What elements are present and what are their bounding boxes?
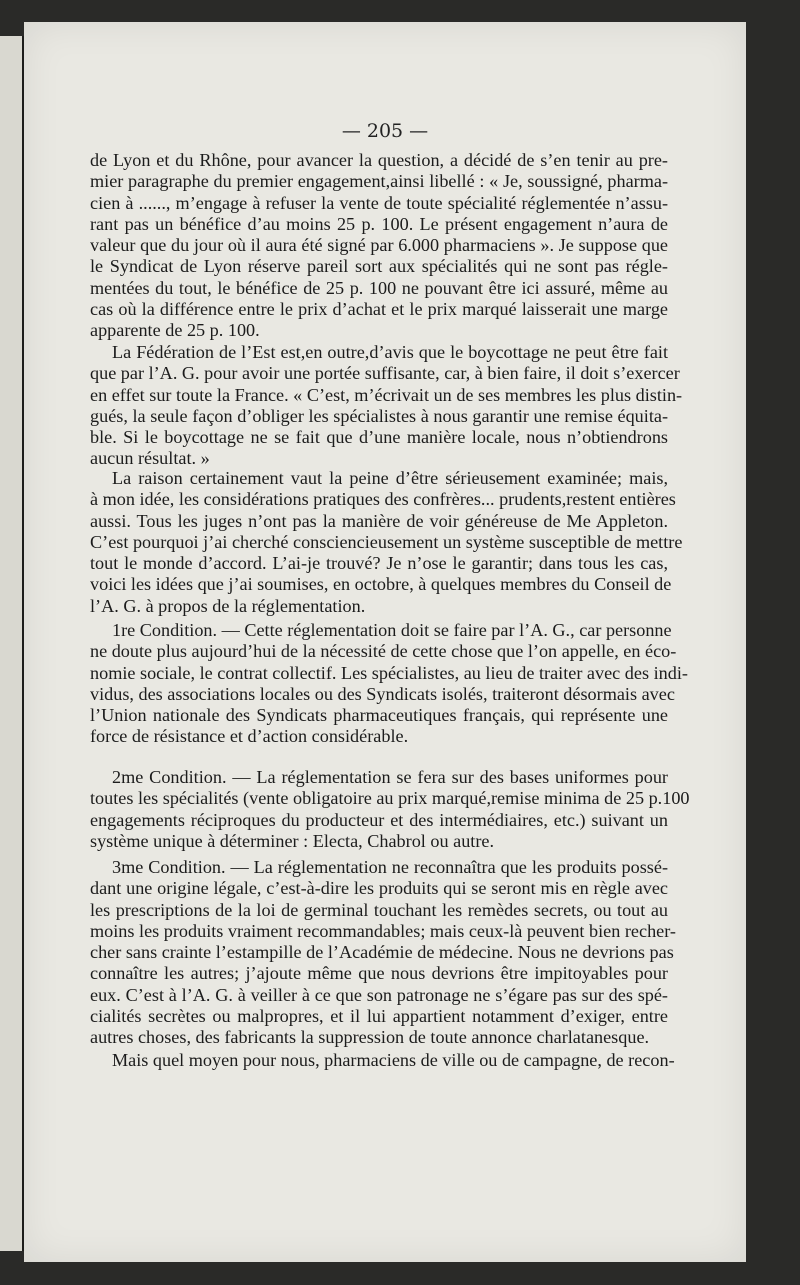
text-line: gués, la seule façon d’obliger les spécialistes à nous garantir une remise équita- [90,405,668,426]
text-line: eux. C’est à l’A. G. à veiller à ce que son patronage ne s’égare pas sur des spé- [90,984,668,1005]
text-line: toutes les spécialités (vente obligatoire au prix marqué,remise minima de 25 p.100 [90,788,690,809]
text-line: apparente de 25 p. 100. [90,320,260,341]
text-line: 3me Condition. — La réglementation ne reconnaîtra que les produits possé- [112,857,668,877]
text-line: mentées du tout, le bénéfice de 25 p. 100 ne pouvant être ici assuré, même au [90,277,668,298]
text-line: vidus, des associations locales ou des Syndicats isolés, traiteront désormais avec [90,683,675,704]
text-line: La Fédération de l’Est est,en outre,d’avis que le boycottage ne peut être fait [112,342,668,362]
text-line: mier paragraphe du premier engagement,ainsi libellé : « Je, soussigné, pharma- [90,171,668,192]
text-line: force de résistance et d’action considérable. [90,726,409,747]
text-line: voici les idées que j’ai soumises, en octobre, à quelques membres du Conseil de [90,574,672,595]
text-line: Mais quel moyen pour nous, pharmaciens de ville ou de campagne, de recon- [112,1050,675,1070]
text-line: de Lyon et du Rhône, pour avancer la question, a décidé de s’en tenir au pre- [90,150,668,170]
text-line: que par l’A. G. pour avoir une portée suffisante, car, à bien faire, il doit s’exercer [90,363,680,384]
text-line: cher sans crainte l’estampille de l’Académie de médecine. Nous ne devrions pas [90,942,674,963]
text-line: 2me Condition. — La réglementation se fera sur des bases uniformes pour [112,767,668,787]
paragraph [90,1050,675,1071]
paragraph [90,342,683,470]
text-line: l’A. G. à propos de la réglementation. [90,595,366,616]
page-number: — 205 — [341,120,429,142]
text-line: aussi. Tous les juges n’ont pas la manière de voir généreuse de Me Appleton. [90,510,668,531]
text-line: dant une origine légale, c’est-à-dire les produits qui se seront mis en règle avec [90,878,668,899]
text-line: engagements réciproques du producteur et des intermédiaires, etc.) suivant un [90,809,668,830]
text-line: à mon idée, les considérations pratiques des confrères... prudents,restent entières [90,489,676,510]
paragraph [90,620,688,748]
text-line: moins les produits vraiment recommandables; mais ceux-là peuvent bien recher- [90,920,676,941]
text-line: en effet sur toute la France. « C’est, m’écrivait un de ses membres les plus distin- [90,384,683,405]
text-line: connaître les autres; j’ajoute même que nous devrions être impitoyables pour [90,963,668,984]
text-line: tout le monde d’accord. L’ai-je trouvé? Je n’ose le garantir; dans tous les cas, [90,553,668,574]
text-line: autres choses, des fabricants la suppression de toute annonce charlatanesque. [90,1027,650,1048]
text-line: cialités secrètes ou malpropres, et il lui appartient notamment d’exiger, entre [90,1006,668,1027]
text-line: ne doute plus aujourd’hui de la nécessité de cette chose que l’on appelle, en éco- [90,641,677,662]
paragraph [90,767,690,852]
text-line: cas où la différence entre le prix d’achat et le prix marqué laisserait une marge [90,299,668,320]
paragraph [90,150,668,342]
text-line: les prescriptions de la loi de germinal touchant les remèdes secrets, ou tout au [90,899,668,920]
text-line: le Syndicat de Lyon réserve pareil sort aux spécialités qui ne sont pas régle- [90,256,668,277]
text-line: rant pas un bénéfice d’au moins 25 p. 100. Le présent engagement n’aura de [90,213,668,234]
book-page [24,22,746,1262]
text-line: l’Union nationale des Syndicats pharmaceutiques français, qui représente une [90,705,668,726]
text-line: C’est pourquoi j’ai cherché consciencieusement un système susceptible de mettre [90,531,683,552]
text-line: nomie sociale, le contrat collectif. Les spécialistes, au lieu de traiter avec des indi- [90,662,688,683]
text-line: La raison certainement vaut la peine d’être sérieusement examinée; mais, [112,468,668,488]
text-line: 1re Condition. — Cette réglementation doit se faire par l’A. G., car personne [112,620,672,640]
text-line: cien à ......, m’engage à refuser la vente de toute spécialité réglementée n’assu- [90,192,668,213]
text-line: ble. Si le boycottage ne se fait que d’une manière locale, nous n’obtiendrons [90,427,668,448]
paragraph [90,857,676,1049]
text-line: valeur que du jour où il aura été signé par 6.000 pharmaciens ». Je suppose que [90,235,668,256]
paragraph [90,468,683,617]
facing-page-edge [0,36,24,1251]
text-line: système unique à déterminer : Electa, Chabrol ou autre. [90,830,495,851]
text-line: aucun résultat. » [90,448,210,469]
